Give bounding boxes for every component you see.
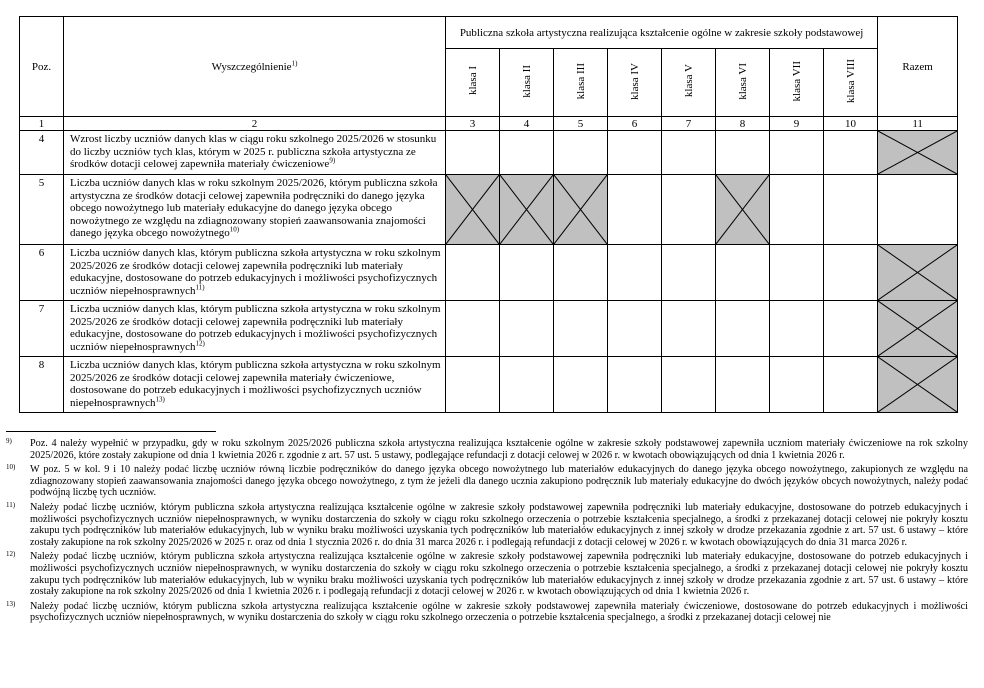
input-cell[interactable]	[446, 357, 500, 413]
column-number: 2	[64, 117, 446, 131]
input-cell[interactable]	[824, 131, 878, 175]
crossed-out-cell	[500, 175, 554, 245]
input-cell[interactable]	[500, 357, 554, 413]
input-cell[interactable]	[446, 131, 500, 175]
crossed-out-cell	[878, 131, 958, 175]
input-cell[interactable]	[446, 245, 500, 301]
input-cell[interactable]	[662, 357, 716, 413]
row-poz: 8	[20, 357, 64, 413]
input-cell[interactable]	[500, 301, 554, 357]
input-cell[interactable]	[554, 357, 608, 413]
input-cell[interactable]	[500, 131, 554, 175]
input-cell[interactable]	[500, 245, 554, 301]
column-number: 7	[662, 117, 716, 131]
row-description: Wzrost liczby uczniów danych klas w ciągu roku szkolnego 2025/2026 w stosunku do liczby uczniów tych klas, którym w 2025 r. publiczna szkoła artystyczna ze środków dotacji celowej zapewniła materiały ćwiczeniowe$^{9)}$	[64, 131, 446, 175]
input-cell[interactable]	[662, 301, 716, 357]
footnote-separator	[6, 431, 216, 432]
footnote: 9) Poz. 4 należy wypełnić w przypadku, gdy w roku szkolnym 2025/2026 publiczna szkoła artystyczna realizująca kształcenie ogólne w zakresie szkoły podstawowej zapewniła uczniom materiały ćwiczeniowe na rok szkolny 2025/2026, które zostały zakupione od dnia 1 kwietnia 2026 r. zgodnie z art. 57 ust. 5 ustawy, podlegające refundacji z dotacji celowej w 2026 r. w kwotach obowiązujących od dnia 1 kwietnia 2026 r.	[6, 437, 968, 461]
column-number: 9	[770, 117, 824, 131]
input-cell[interactable]	[446, 301, 500, 357]
column-number: 11	[878, 117, 958, 131]
input-cell[interactable]	[824, 357, 878, 413]
crossed-out-cell	[878, 301, 958, 357]
column-number: 3	[446, 117, 500, 131]
column-number: 5	[554, 117, 608, 131]
row-poz: 4	[20, 131, 64, 175]
row-description: Liczba uczniów danych klas, którym publiczna szkoła artystyczna w roku szkolnym 2025/2026 ze środków dotacji celowej zapewniła podręczniki lub materiały edukacyjne, dostosowane do potrzeb edukacyjnych i możliwości psychofizycznych uczniów niepełnosprawnych$^{12)}$	[64, 301, 446, 357]
input-cell[interactable]	[554, 301, 608, 357]
input-cell[interactable]	[770, 175, 824, 245]
row-poz: 6	[20, 245, 64, 301]
footnote: 12) Należy podać liczbę uczniów, którym publiczna szkoła artystyczna realizująca kształcenie ogólne w zakresie szkoły podstawowej zapewniła podręczniki lub materiały edukacyjne, dostosowane do potrzeb edukacyjnych i możliwości psychofizycznych uczniów niepełnosprawnych, w wyniku dostarczenia do szkoły w ciągu roku szkolnego orzeczenia o potrzebie kształcenia specjalnego, a środki z przekazanej dotacji celowej nie pokryły kosztu zakupu tych podręczników lub materiałów edukacyjnych, lub w wyniku braku możliwości uzyskania tych podręczników lub materiałów edukacyjnych z innej szkoły w drodze przekazania zgodnie z art. 57 ust. 6 ustawy – które zostały zakupione na rok szkolny 2025/2026 od dnia 1 kwietnia 2026 r. i podlegają refundacji z dotacji celowej w 2026 r. w kwotach obowiązujących od dnia 1 kwietnia 2026 r.	[6, 550, 968, 598]
input-cell[interactable]	[716, 357, 770, 413]
input-cell[interactable]	[608, 131, 662, 175]
table-row	[20, 175, 958, 245]
header-class: klasa IV	[608, 49, 662, 117]
footnote: 11) Należy podać liczbę uczniów, którym publiczna szkoła artystyczna realizująca kształcenie ogólne w zakresie szkoły podstawowej zapewniła podręczniki lub materiały edukacyjne, dostosowane do potrzeb edukacyjnych i możliwości psychofizycznych uczniów niepełnosprawnych, w wyniku dostarczenia do szkoły w ciągu roku szkolnego orzeczenia o potrzebie kształcenia specjalnego, a środki z przekazanej dotacji celowej nie pokryły kosztu zakupu tych podręczników lub materiałów edukacyjnych, lub w wyniku braku możliwości uzyskania tych podręczników lub materiałów edukacyjnych z innej szkoły w drodze przekazania zgodnie z art. 57 ust. 6 ustawy – które zostały zakupione na rok szkolny 2025/2026 w 2025 r. oraz od dnia 1 stycznia 2026 r. do dnia 31 marca 2026 r. i podlegają refundacji z dotacji celowej w 2026 r. w kwotach obowiązujących do dnia 31 marca 2026 r.	[6, 500, 968, 548]
footnote: 10) W poz. 5 w kol. 9 i 10 należy podać liczbę uczniów równą liczbie podręczników do danego języka obcego nowożytnego lub materiałów edukacyjnych do danego języka obcego nowożytnego, zakupionych ze względu na zdiagnozowany stopień zaawansowania znajomości danego języka obcego nowożytnego, z tym że jeżeli dla danego ucznia zakupiono podręcznik lub materiały edukacyjne do dwóch języków obcych nowożytnych, należy podać podwójną liczbę tych uczniów.	[6, 463, 968, 499]
header-class: klasa VI	[716, 49, 770, 117]
header-school-group: Publiczna szkoła artystyczna realizująca kształcenie ogólne w zakresie szkoły podstawowej	[446, 17, 878, 49]
input-cell[interactable]	[824, 245, 878, 301]
column-number: 10	[824, 117, 878, 131]
table-row	[20, 245, 958, 301]
row-poz: 5	[20, 175, 64, 245]
input-cell[interactable]	[608, 357, 662, 413]
header-class: klasa III	[554, 49, 608, 117]
header-class: klasa II	[500, 49, 554, 117]
footnotes	[6, 438, 968, 624]
header-poz: Poz.	[20, 17, 64, 117]
header-razem: Razem	[878, 17, 958, 117]
crossed-out-cell	[716, 175, 770, 245]
crossed-out-cell	[878, 357, 958, 413]
header-description: Wyszczególnienie$^{1)}$	[64, 17, 446, 117]
input-cell[interactable]	[716, 131, 770, 175]
table-row	[20, 357, 958, 413]
input-cell[interactable]	[554, 245, 608, 301]
input-cell[interactable]	[662, 131, 716, 175]
input-cell[interactable]	[554, 131, 608, 175]
footnote: 13) Należy podać liczbę uczniów, którym publiczna szkoła artystyczna realizująca kształcenie ogólne w zakresie szkoły podstawowej zapewniła materiały ćwiczeniowe, dostosowane do potrzeb edukacyjnych i możliwości psychofizycznych uczniów niepełnosprawnych, w wyniku dostarczenia do szkoły w ciągu roku szkolnego orzeczenia o potrzebie kształcenia specjalnego, a środki z przekazanej dotacji celowej nie	[6, 599, 968, 624]
table-row	[20, 131, 958, 175]
input-cell[interactable]	[824, 301, 878, 357]
crossed-out-cell	[878, 245, 958, 301]
column-number: 1	[20, 117, 64, 131]
header-class: klasa V	[662, 49, 716, 117]
row-poz: 7	[20, 301, 64, 357]
input-cell[interactable]	[716, 245, 770, 301]
column-number: 8	[716, 117, 770, 131]
header-class: klasa I	[446, 49, 500, 117]
input-cell[interactable]	[770, 245, 824, 301]
header-class: klasa VII	[770, 49, 824, 117]
input-cell[interactable]	[662, 175, 716, 245]
input-cell[interactable]	[770, 131, 824, 175]
table-row	[20, 301, 958, 357]
input-cell[interactable]	[770, 357, 824, 413]
input-cell[interactable]	[824, 175, 878, 245]
report-table	[19, 16, 958, 413]
header-class: klasa VIII	[824, 49, 878, 117]
crossed-out-cell	[554, 175, 608, 245]
row-description: Liczba uczniów danych klas w roku szkolnym 2025/2026, którym publiczna szkoła artystyczna ze środków dotacji celowej zapewniła podręczniki do danego języka obcego nowożytnego lub materiały edukacyjne do danego języka obcego nowożytnego ze względu na zdiagnozowany stopień zaawansowania znajomości danego języka obcego nowożytnego$^{10)}$	[64, 175, 446, 245]
column-number: 4	[500, 117, 554, 131]
input-cell[interactable]	[716, 301, 770, 357]
input-cell[interactable]	[608, 301, 662, 357]
input-cell[interactable]	[770, 301, 824, 357]
column-number: 6	[608, 117, 662, 131]
input-cell[interactable]	[878, 175, 958, 245]
row-description: Liczba uczniów danych klas, którym publiczna szkoła artystyczna w roku szkolnym 2025/2026 ze środków dotacji celowej zapewniła podręczniki lub materiały edukacyjne, dostosowane do potrzeb edukacyjnych i możliwości psychofizycznych uczniów niepełnosprawnych$^{11)}$	[64, 245, 446, 301]
input-cell[interactable]	[662, 245, 716, 301]
input-cell[interactable]	[608, 245, 662, 301]
input-cell[interactable]	[608, 175, 662, 245]
row-description: Liczba uczniów danych klas, którym publiczna szkoła artystyczna w roku szkolnym 2025/2026 ze środków dotacji celowej zapewniła materiały ćwiczeniowe, dostosowane do potrzeb edukacyjnych i możliwości psychofizycznych uczniów niepełnosprawnych$^{13)}$	[64, 357, 446, 413]
crossed-out-cell	[446, 175, 500, 245]
